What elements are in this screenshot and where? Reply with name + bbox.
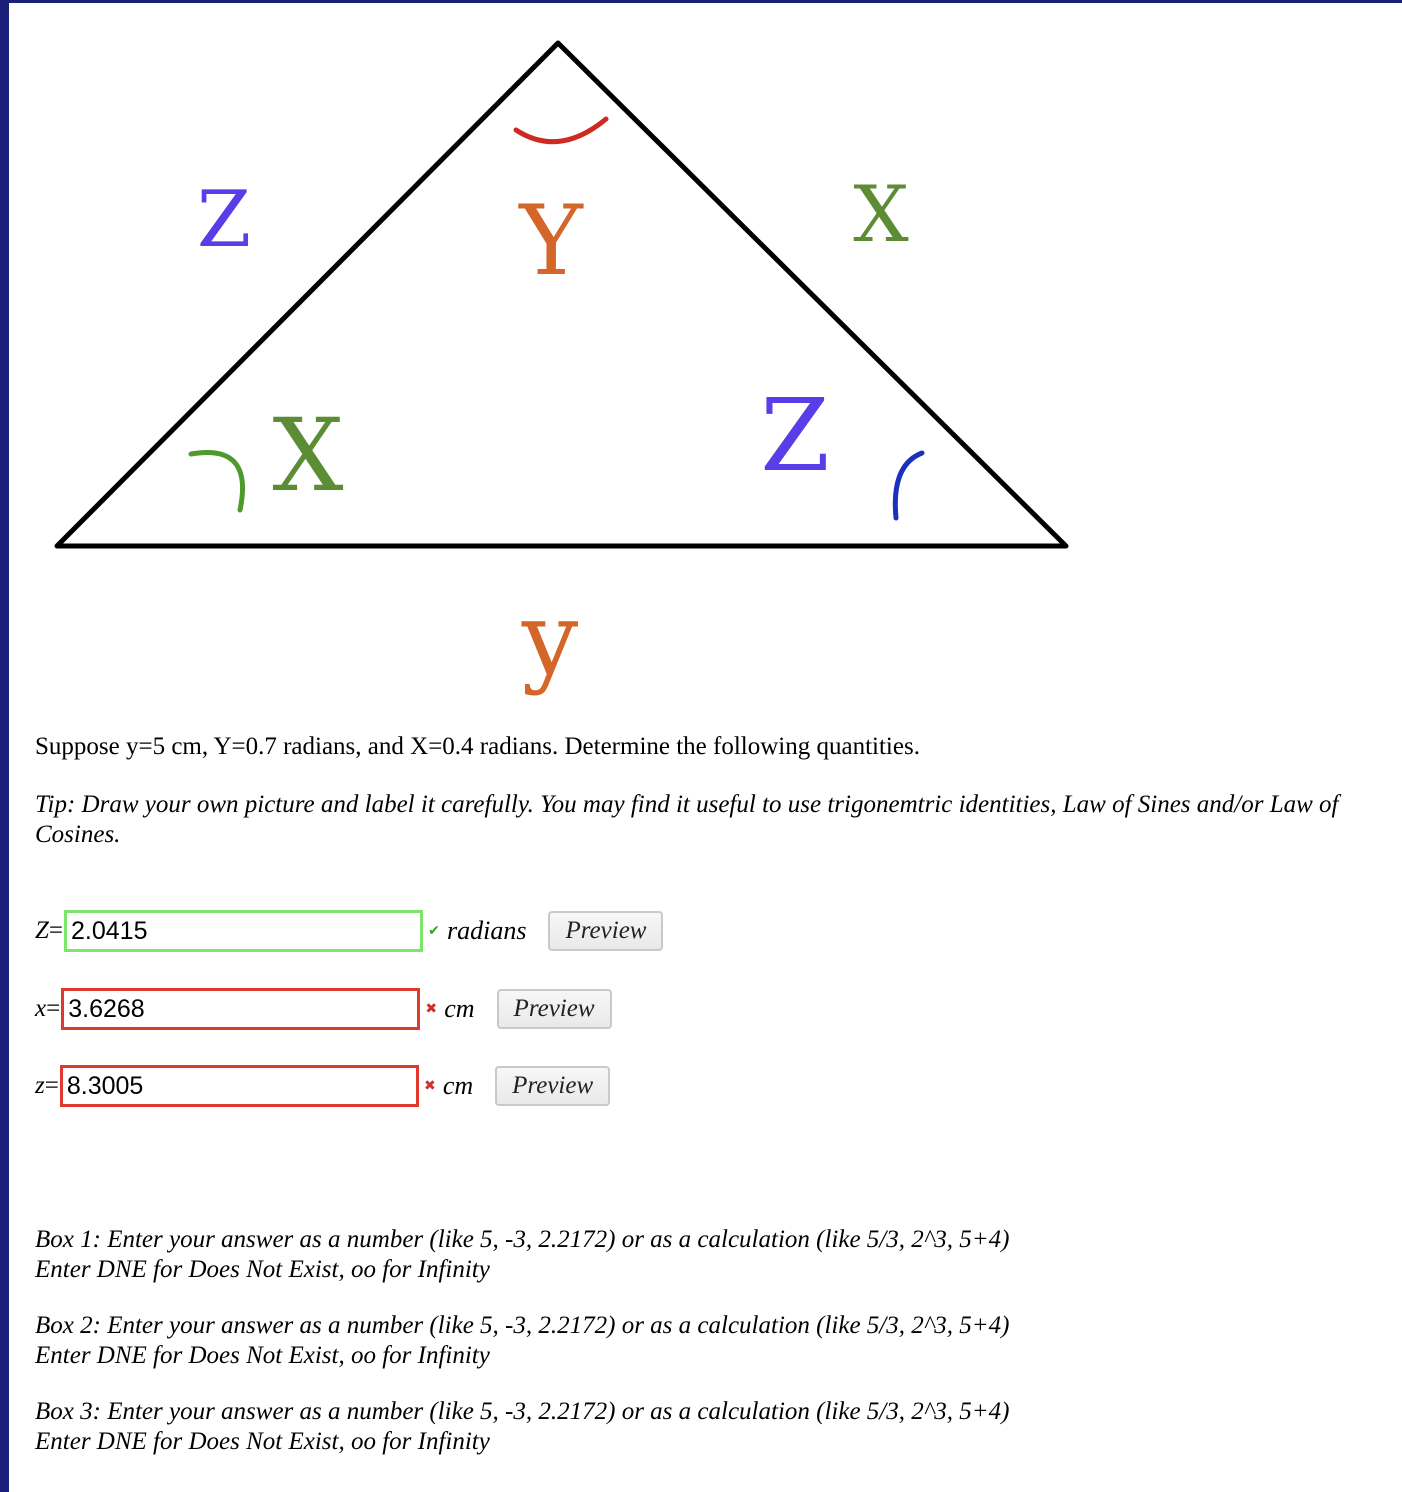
help-line: Enter DNE for Does Not Exist, oo for Infinity — [35, 1342, 490, 1369]
answer-input-z-side[interactable] — [60, 1065, 419, 1107]
angle-label-y: Y — [519, 185, 583, 297]
angle-arc-x — [191, 452, 243, 510]
preview-button-1[interactable]: Preview — [548, 911, 663, 951]
help-line: Box 1: Enter your answer as a number (like 5, -3, 2.2172) or as a calculation (like 5/3, 2^3, 5+4) — [35, 1226, 1010, 1253]
answer-row-z-side — [35, 1064, 610, 1108]
help-line: Box 3: Enter your answer as a number (like 5, -3, 2.2172) or as a calculation (like 5/3, 2^3, 5+4) — [35, 1398, 1010, 1425]
answer-label-z-side: z= — [35, 1072, 59, 1099]
help-line: Box 2: Enter your answer as a number (like 5, -3, 2.2172) or as a calculation (like 5/3, 2^3, 5+4) — [35, 1312, 1010, 1339]
unit-label-cm-1: cm — [444, 994, 475, 1023]
help-line: Enter DNE for Does Not Exist, oo for Infinity — [35, 1256, 490, 1283]
angle-arc-y — [516, 119, 606, 142]
triangle-figure — [9, 3, 1402, 713]
unit-label-radians: radians — [447, 916, 527, 945]
answer-input-x-side[interactable] — [61, 988, 420, 1030]
unit-label-cm-2: cm — [442, 1071, 474, 1100]
answer-row-x-side — [35, 987, 612, 1031]
angle-arc-z — [895, 453, 922, 518]
answer-input-z-angle[interactable] — [64, 910, 423, 952]
help-line: Enter DNE for Does Not Exist, oo for Infinity — [35, 1428, 490, 1455]
incorrect-x-icon: ✖ — [425, 1001, 438, 1017]
side-label-y: y — [521, 580, 579, 697]
correct-check-icon: ✔ — [428, 923, 440, 939]
answer-label-x-side: x= — [35, 995, 61, 1022]
tip-text: Tip: Draw your own picture and label it carefully. You may find it useful to use trigonemtric identities, Law of Sines and/or Law of Cosines. — [35, 791, 1339, 848]
help-box-3 — [35, 1397, 1395, 1457]
side-label-z: Z — [196, 175, 252, 265]
help-box-1 — [35, 1225, 1395, 1285]
problem-statement: Suppose y=5 cm, Y=0.7 radians, and X=0.4 radians. Determine the following quantities. — [35, 733, 920, 760]
angle-label-x: X — [272, 397, 344, 514]
incorrect-x-icon: ✖ — [423, 1078, 436, 1094]
answer-row-z-angle — [35, 909, 663, 953]
preview-button-2[interactable]: Preview — [497, 989, 612, 1029]
answer-label-z-angle: Z= — [35, 917, 64, 944]
help-box-2 — [35, 1311, 1395, 1371]
side-label-x: X — [853, 170, 909, 260]
angle-label-z: Z — [760, 377, 830, 494]
preview-button-3[interactable]: Preview — [495, 1066, 610, 1106]
